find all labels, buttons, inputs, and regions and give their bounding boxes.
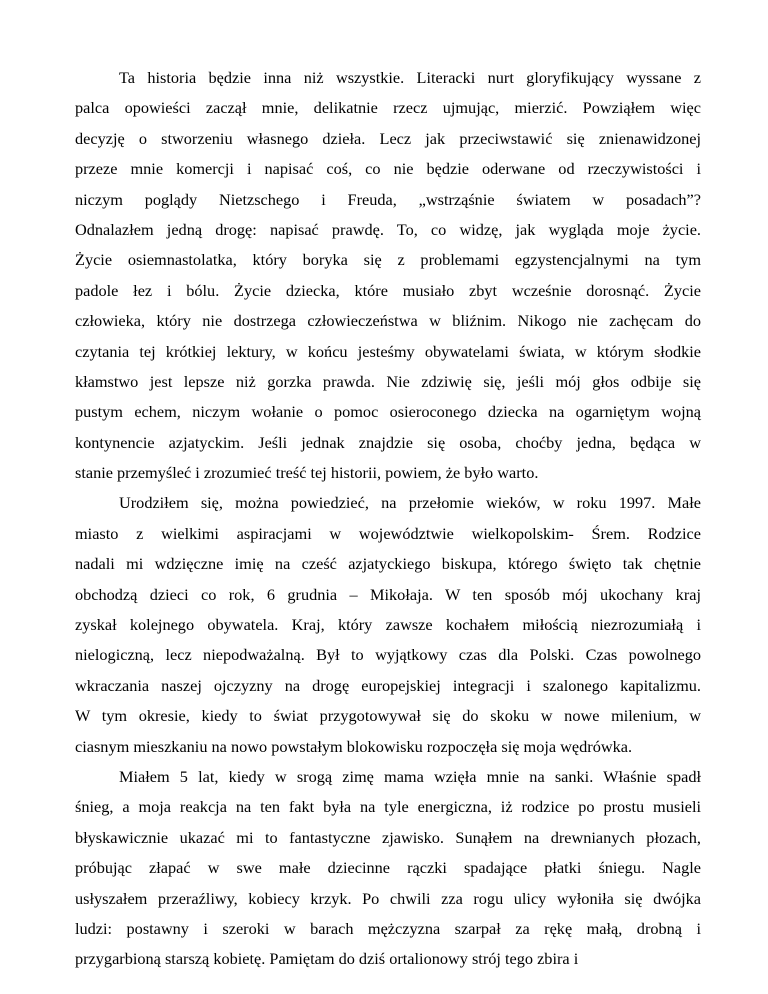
text-line: usłyszałem przeraźliwy, kobiecy krzyk. Po chwili zza rogu ulicy wyłoniła się dwójka (75, 888, 701, 908)
text-line: palca opowieści zaczął mnie, delikatnie rzecz ujmując, mierzić. Powziąłem więc (75, 98, 701, 118)
text-line: Odnalazłem jedną drogę: napisać prawdę. To, co widzę, jak wygląda moje życie. (75, 219, 701, 239)
text-line: przeze mnie komercji i napisać coś, co nie będzie oderwane od rzeczywistości i (75, 159, 701, 179)
text-line: miasto z wielkimi aspiracjami w województwie wielkopolskim- Śrem. Rodzice (75, 523, 701, 543)
text-line: przygarbioną starszą kobietę. Pamiętam do dziś ortalionowy strój tego zbira i (75, 949, 579, 969)
text-line: pustym echem, niczym wołanie o pomoc osieroconego dziecka na ogarniętym wojną (75, 402, 701, 422)
text-line: kontynencie azjatyckim. Jeśli jednak znajdzie się osoba, choćby jedna, będąca w (75, 432, 701, 452)
text-line: nadali mi wdzięczne imię na cześć azjatyckiego biskupa, którego święto tak chętnie (75, 554, 701, 574)
paragraph-first-line: Miałem 5 lat, kiedy w srogą zimę mama wzięła mnie na sanki. Właśnie spadł (119, 766, 701, 786)
text-line: stanie przemyśleć i zrozumieć treść tej historii, powiem, że było warto. (75, 463, 539, 483)
text-line: niczym poglądy Nietzschego i Freuda, „wstrząśnie światem w posadach”? (75, 189, 702, 209)
text-line: wkraczania naszej ojczyzny na drogę europejskiej integracji i szalonego kapitalizmu. (75, 675, 701, 695)
paragraph-first-line: Urodziłem się, można powiedzieć, na przełomie wieków, w roku 1997. Małe (119, 493, 701, 513)
text-line: nielogiczną, lecz niepodważalną. Był to wyjątkowy czas dla Polski. Czas powolnego (75, 645, 701, 665)
text-line: ciasnym mieszkaniu na nowo powstałym blokowisku rozpoczęła się moja wędrówka. (75, 736, 633, 756)
text-line: Życie osiemnastolatka, który boryka się z problemami egzystencjalnymi na tym (75, 250, 701, 270)
text-line: padole łez i bólu. Życie dziecka, które musiało zbyt wcześnie dorosnąć. Życie (75, 280, 701, 300)
text-line: błyskawicznie ukazać mi to fantastyczne zjawisko. Sunąłem na drewnianych płozach, (75, 827, 701, 847)
text-line: ludzi: postawny i szeroki w barach mężczyzna szarpał za rękę małą, drobną i (75, 918, 701, 938)
text-line: zyskał kolejnego obywatela. Kraj, który zawsze kochałem miłością niezrozumiałą i (75, 615, 701, 635)
text-line: obchodzą dzieci co rok, 6 grudnia – Mikołaja. W ten sposób mój ukochany kraj (75, 584, 701, 604)
paragraph-first-line: Ta historia będzie inna niż wszystkie. Literacki nurt gloryfikujący wyssane z (119, 68, 701, 87)
text-line: czytania tej krótkiej lektury, w końcu jesteśmy obywatelami świata, w którym słodkie (75, 341, 701, 361)
text-line: człowieka, który nie dostrzega człowieczeństwa w bliźnim. Nikogo nie zachęcam do (75, 311, 701, 331)
text-line: śnieg, a moja reakcja na ten fakt była na tyle energiczna, iż rodzice po prostu musieli (75, 797, 701, 817)
text-line: W tym okresie, kiedy to świat przygotowywał się do skoku w nowe milenium, w (75, 706, 701, 726)
document-body (75, 63, 701, 975)
text-line: decyzję o stworzeniu własnego dzieła. Lecz jak przeciwstawić się znienawidzonej (75, 128, 701, 148)
text-line: próbując złapać w swe małe dziecinne rączki spadające płatki śniegu. Nagle (75, 858, 701, 878)
text-line: kłamstwo jest lepsze niż gorzka prawda. Nie zdziwię się, jeśli mój głos odbije się (75, 371, 701, 391)
